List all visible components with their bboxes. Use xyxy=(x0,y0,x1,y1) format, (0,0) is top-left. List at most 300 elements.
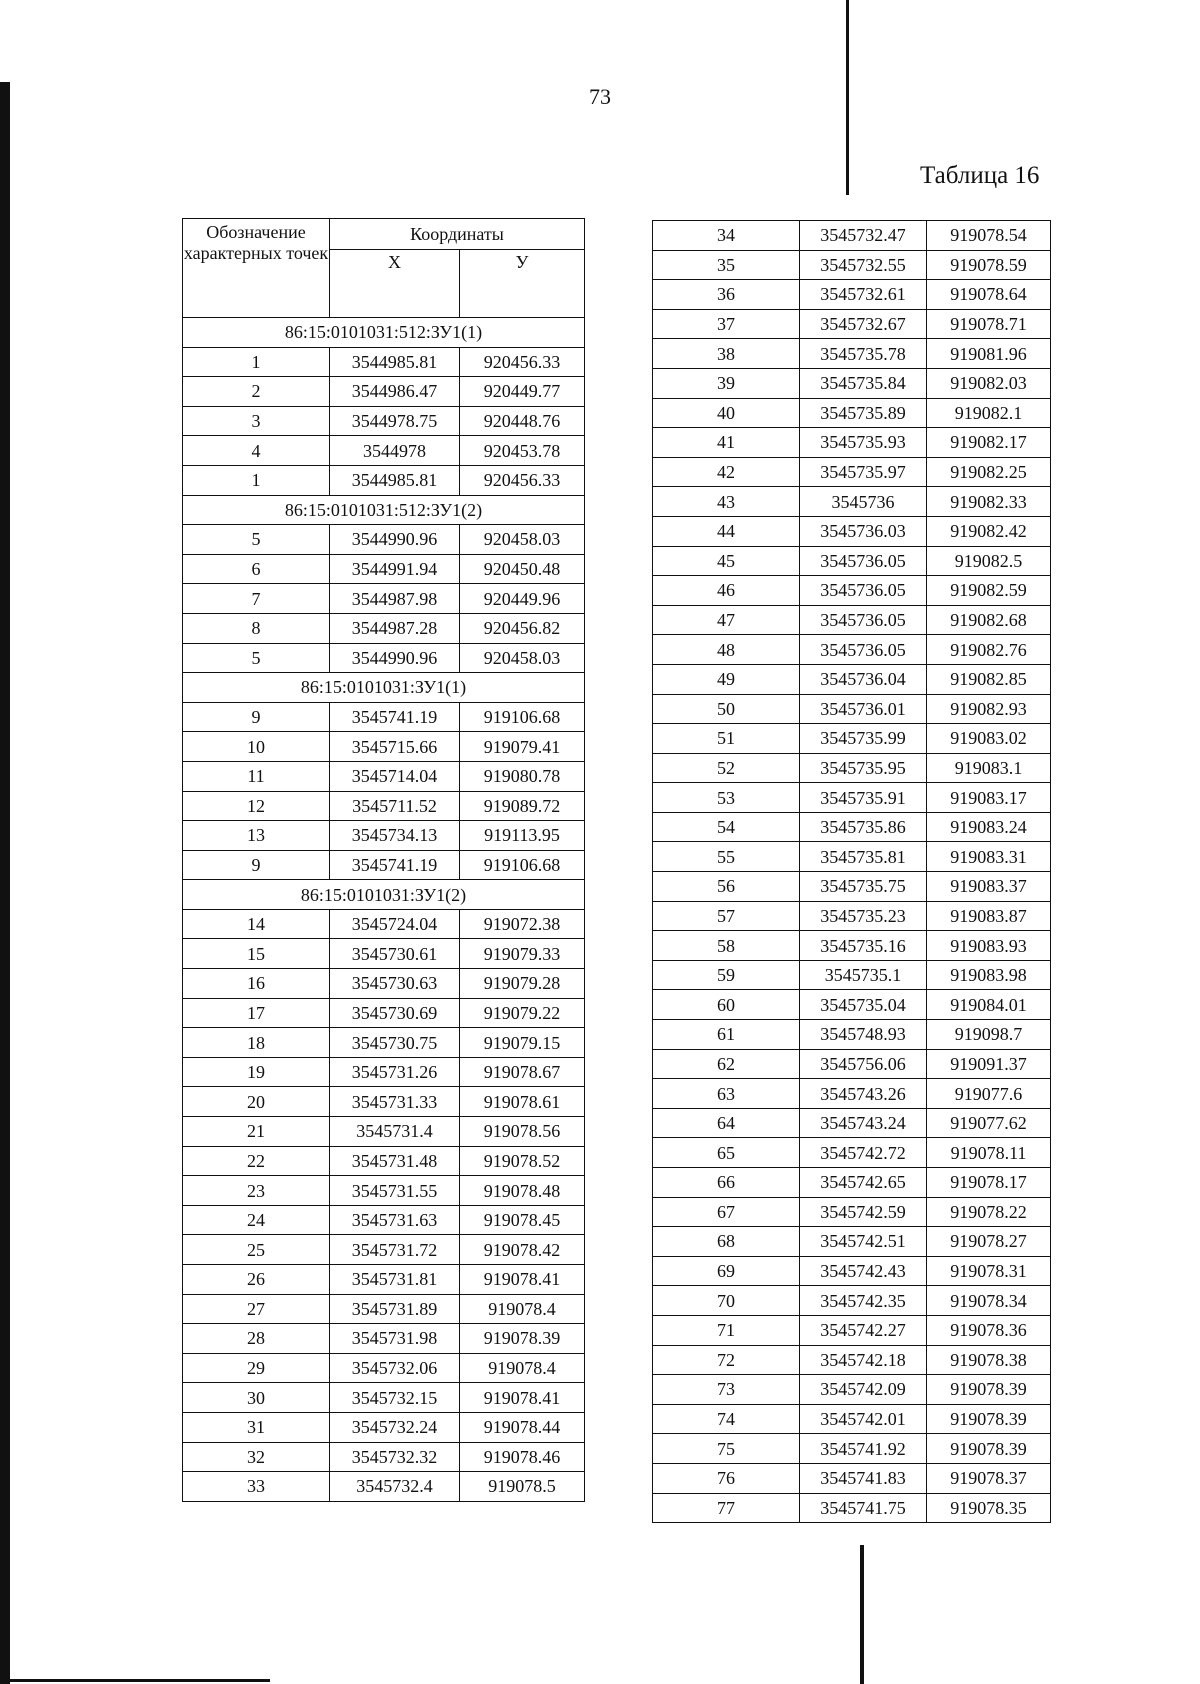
left-table-body xyxy=(183,318,585,1502)
coord-x: 3545741.19 xyxy=(330,702,460,732)
coord-x: 3545736 xyxy=(800,487,927,517)
coord-x: 3545735.89 xyxy=(800,398,927,428)
point-number: 1 xyxy=(183,347,330,377)
coord-x: 3545731.81 xyxy=(330,1265,460,1295)
coord-x: 3545735.93 xyxy=(800,428,927,458)
coord-x: 3544978.75 xyxy=(330,406,460,436)
table-row xyxy=(653,457,1051,487)
coord-x: 3545735.95 xyxy=(800,753,927,783)
point-number: 31 xyxy=(183,1412,330,1442)
coord-x: 3545735.91 xyxy=(800,783,927,813)
coord-y: 920448.76 xyxy=(460,406,585,436)
table-row xyxy=(183,465,585,495)
table-row xyxy=(653,1049,1051,1079)
coord-x: 3545742.72 xyxy=(800,1138,927,1168)
point-number: 22 xyxy=(183,1146,330,1176)
coord-y: 919083.17 xyxy=(927,783,1051,813)
table-row xyxy=(653,280,1051,310)
coord-x: 3544990.96 xyxy=(330,643,460,673)
point-number: 68 xyxy=(653,1227,800,1257)
point-number: 72 xyxy=(653,1345,800,1375)
coord-x: 3545736.03 xyxy=(800,516,927,546)
table-row xyxy=(653,931,1051,961)
coord-x: 3544990.96 xyxy=(330,525,460,555)
point-number: 71 xyxy=(653,1315,800,1345)
table-row xyxy=(183,1235,585,1265)
coord-y: 919082.93 xyxy=(927,694,1051,724)
coord-x: 3545736.05 xyxy=(800,546,927,576)
section-label: 86:15:0101031:ЗУ1(1) xyxy=(183,673,585,703)
coord-y: 919078.36 xyxy=(927,1315,1051,1345)
coord-x: 3545732.24 xyxy=(330,1412,460,1442)
point-number: 61 xyxy=(653,1020,800,1050)
section-row xyxy=(183,495,585,525)
coord-x: 3545724.04 xyxy=(330,909,460,939)
coord-x: 3545735.81 xyxy=(800,842,927,872)
coord-y: 919078.39 xyxy=(460,1324,585,1354)
coord-y: 919082.68 xyxy=(927,605,1051,635)
coord-x: 3545741.92 xyxy=(800,1434,927,1464)
coord-y: 919078.48 xyxy=(460,1176,585,1206)
table-row xyxy=(183,1205,585,1235)
point-number: 59 xyxy=(653,960,800,990)
point-number: 62 xyxy=(653,1049,800,1079)
header-x: X xyxy=(330,250,460,318)
table-row xyxy=(653,1138,1051,1168)
coord-y: 919078.27 xyxy=(927,1227,1051,1257)
coord-y: 919078.39 xyxy=(927,1434,1051,1464)
coord-y: 919078.59 xyxy=(927,250,1051,280)
point-number: 4 xyxy=(183,436,330,466)
point-number: 34 xyxy=(653,221,800,251)
table-row xyxy=(183,1324,585,1354)
section-row xyxy=(183,880,585,910)
coord-y: 919083.02 xyxy=(927,724,1051,754)
table-row xyxy=(183,584,585,614)
point-number: 13 xyxy=(183,821,330,851)
coord-y: 920456.33 xyxy=(460,347,585,377)
point-number: 58 xyxy=(653,931,800,961)
point-number: 21 xyxy=(183,1117,330,1147)
coord-y: 920456.82 xyxy=(460,613,585,643)
coord-y: 919078.39 xyxy=(927,1404,1051,1434)
coord-y: 919079.33 xyxy=(460,939,585,969)
table-row xyxy=(653,635,1051,665)
point-number: 63 xyxy=(653,1079,800,1109)
coord-x: 3545731.55 xyxy=(330,1176,460,1206)
coord-y: 919082.85 xyxy=(927,664,1051,694)
point-number: 37 xyxy=(653,309,800,339)
coord-x: 3545730.75 xyxy=(330,1028,460,1058)
coord-x: 3544986.47 xyxy=(330,377,460,407)
table-row xyxy=(653,872,1051,902)
coord-y: 919078.35 xyxy=(927,1493,1051,1523)
table-row xyxy=(183,613,585,643)
coord-x: 3545732.47 xyxy=(800,221,927,251)
table-row xyxy=(653,724,1051,754)
coord-y: 919082.03 xyxy=(927,368,1051,398)
table-row xyxy=(653,339,1051,369)
table-row xyxy=(183,377,585,407)
point-number: 27 xyxy=(183,1294,330,1324)
point-number: 51 xyxy=(653,724,800,754)
coord-x: 3544978 xyxy=(330,436,460,466)
table-row xyxy=(183,1472,585,1502)
table-row xyxy=(653,1108,1051,1138)
table-row xyxy=(653,1493,1051,1523)
scan-edge-left xyxy=(0,82,10,1684)
table-row xyxy=(653,1463,1051,1493)
coord-x: 3545736.01 xyxy=(800,694,927,724)
point-number: 39 xyxy=(653,368,800,398)
coord-y: 919078.38 xyxy=(927,1345,1051,1375)
table-row xyxy=(183,1057,585,1087)
coord-y: 919083.1 xyxy=(927,753,1051,783)
point-number: 12 xyxy=(183,791,330,821)
point-number: 47 xyxy=(653,605,800,635)
coord-x: 3545731.4 xyxy=(330,1117,460,1147)
point-number: 8 xyxy=(183,613,330,643)
coord-x: 3545735.99 xyxy=(800,724,927,754)
coord-x: 3545735.23 xyxy=(800,901,927,931)
coord-y: 919078.44 xyxy=(460,1412,585,1442)
point-number: 1 xyxy=(183,465,330,495)
table-row xyxy=(653,487,1051,517)
coord-x: 3545742.59 xyxy=(800,1197,927,1227)
table-row xyxy=(183,1383,585,1413)
coord-y: 919082.33 xyxy=(927,487,1051,517)
coord-x: 3545714.04 xyxy=(330,761,460,791)
section-label: 86:15:0101031:512:ЗУ1(1) xyxy=(183,318,585,348)
coord-y: 919083.93 xyxy=(927,931,1051,961)
table-row xyxy=(653,221,1051,251)
coord-y: 919081.96 xyxy=(927,339,1051,369)
coord-x: 3545732.4 xyxy=(330,1472,460,1502)
table-row xyxy=(183,850,585,880)
point-number: 43 xyxy=(653,487,800,517)
table-row xyxy=(653,990,1051,1020)
point-number: 25 xyxy=(183,1235,330,1265)
table-row xyxy=(653,1168,1051,1198)
coord-y: 919078.46 xyxy=(460,1442,585,1472)
coord-x: 3545731.98 xyxy=(330,1324,460,1354)
point-number: 30 xyxy=(183,1383,330,1413)
table-row xyxy=(183,1265,585,1295)
coord-y: 919078.54 xyxy=(927,221,1051,251)
table-row xyxy=(653,309,1051,339)
point-number: 67 xyxy=(653,1197,800,1227)
coord-y: 919078.37 xyxy=(927,1463,1051,1493)
coord-x: 3545730.69 xyxy=(330,998,460,1028)
point-number: 75 xyxy=(653,1434,800,1464)
coord-y: 919082.25 xyxy=(927,457,1051,487)
coord-y: 919079.28 xyxy=(460,969,585,999)
coord-x: 3545735.78 xyxy=(800,339,927,369)
point-number: 53 xyxy=(653,783,800,813)
coord-x: 3545741.75 xyxy=(800,1493,927,1523)
coordinates-table-right xyxy=(652,220,1051,1523)
point-number: 42 xyxy=(653,457,800,487)
coord-x: 3545732.67 xyxy=(800,309,927,339)
point-number: 24 xyxy=(183,1205,330,1235)
table-row xyxy=(653,576,1051,606)
table-row xyxy=(183,939,585,969)
coord-x: 3544987.28 xyxy=(330,613,460,643)
coord-x: 3544987.98 xyxy=(330,584,460,614)
coord-x: 3545742.01 xyxy=(800,1404,927,1434)
point-number: 19 xyxy=(183,1057,330,1087)
table-row xyxy=(653,1256,1051,1286)
section-label: 86:15:0101031:512:ЗУ1(2) xyxy=(183,495,585,525)
point-number: 40 xyxy=(653,398,800,428)
table-row xyxy=(653,1404,1051,1434)
coord-x: 3545731.72 xyxy=(330,1235,460,1265)
coord-x: 3545742.35 xyxy=(800,1286,927,1316)
point-number: 54 xyxy=(653,812,800,842)
point-number: 46 xyxy=(653,576,800,606)
point-number: 69 xyxy=(653,1256,800,1286)
point-number: 77 xyxy=(653,1493,800,1523)
coord-y: 919078.42 xyxy=(460,1235,585,1265)
table-row xyxy=(653,250,1051,280)
table-row xyxy=(183,643,585,673)
table-row xyxy=(653,1227,1051,1257)
point-number: 52 xyxy=(653,753,800,783)
coord-y: 919082.1 xyxy=(927,398,1051,428)
coord-x: 3545735.86 xyxy=(800,812,927,842)
coord-y: 919079.22 xyxy=(460,998,585,1028)
coord-y: 920449.96 xyxy=(460,584,585,614)
coord-x: 3545756.06 xyxy=(800,1049,927,1079)
point-number: 6 xyxy=(183,554,330,584)
table-row xyxy=(653,1345,1051,1375)
coord-x: 3545743.26 xyxy=(800,1079,927,1109)
table-row xyxy=(183,909,585,939)
point-number: 15 xyxy=(183,939,330,969)
scan-line-bottom-center xyxy=(860,1545,864,1684)
coord-y: 919089.72 xyxy=(460,791,585,821)
table-row xyxy=(183,791,585,821)
point-number: 74 xyxy=(653,1404,800,1434)
scan-line-bottom-left xyxy=(0,1679,270,1682)
table-row xyxy=(653,901,1051,931)
point-number: 66 xyxy=(653,1168,800,1198)
table-row xyxy=(183,1176,585,1206)
coord-y: 919077.6 xyxy=(927,1079,1051,1109)
table-row xyxy=(653,546,1051,576)
point-number: 5 xyxy=(183,525,330,555)
coord-y: 919078.17 xyxy=(927,1168,1051,1198)
coord-x: 3545732.06 xyxy=(330,1353,460,1383)
coord-y: 919083.24 xyxy=(927,812,1051,842)
point-number: 49 xyxy=(653,664,800,694)
table-row xyxy=(183,1117,585,1147)
table-row xyxy=(183,1294,585,1324)
table-row xyxy=(653,960,1051,990)
point-number: 17 xyxy=(183,998,330,1028)
coord-y: 919078.61 xyxy=(460,1087,585,1117)
coord-x: 3544991.94 xyxy=(330,554,460,584)
coord-x: 3545731.89 xyxy=(330,1294,460,1324)
point-number: 57 xyxy=(653,901,800,931)
table-row xyxy=(183,732,585,762)
table-row xyxy=(653,664,1051,694)
coord-y: 919082.42 xyxy=(927,516,1051,546)
point-number: 45 xyxy=(653,546,800,576)
coord-x: 3545732.15 xyxy=(330,1383,460,1413)
coord-x: 3545735.04 xyxy=(800,990,927,1020)
table-row xyxy=(183,1442,585,1472)
coord-y: 919078.41 xyxy=(460,1383,585,1413)
table-row xyxy=(183,969,585,999)
point-number: 76 xyxy=(653,1463,800,1493)
coord-y: 919091.37 xyxy=(927,1049,1051,1079)
table-row xyxy=(183,1146,585,1176)
coord-x: 3545735.1 xyxy=(800,960,927,990)
table-row xyxy=(653,694,1051,724)
point-number: 26 xyxy=(183,1265,330,1295)
coord-y: 919083.98 xyxy=(927,960,1051,990)
coord-y: 919098.7 xyxy=(927,1020,1051,1050)
point-number: 10 xyxy=(183,732,330,762)
coord-y: 920449.77 xyxy=(460,377,585,407)
coord-y: 919106.68 xyxy=(460,702,585,732)
point-number: 73 xyxy=(653,1375,800,1405)
coord-y: 920458.03 xyxy=(460,525,585,555)
table-row xyxy=(183,702,585,732)
table-row xyxy=(653,398,1051,428)
point-number: 35 xyxy=(653,250,800,280)
coord-y: 919078.34 xyxy=(927,1286,1051,1316)
point-number: 44 xyxy=(653,516,800,546)
point-number: 23 xyxy=(183,1176,330,1206)
point-number: 55 xyxy=(653,842,800,872)
point-number: 11 xyxy=(183,761,330,791)
coordinates-table-left xyxy=(182,218,585,1502)
point-number: 48 xyxy=(653,635,800,665)
coord-x: 3545735.84 xyxy=(800,368,927,398)
coord-y: 919080.78 xyxy=(460,761,585,791)
coord-y: 919078.4 xyxy=(460,1353,585,1383)
point-number: 18 xyxy=(183,1028,330,1058)
coord-x: 3545732.55 xyxy=(800,250,927,280)
header-coordinates: Координаты xyxy=(330,219,585,250)
table-row xyxy=(653,1286,1051,1316)
table-row xyxy=(183,761,585,791)
coord-x: 3545731.26 xyxy=(330,1057,460,1087)
table-row xyxy=(183,998,585,1028)
coord-x: 3545736.05 xyxy=(800,576,927,606)
point-number: 5 xyxy=(183,643,330,673)
coord-y: 919079.15 xyxy=(460,1028,585,1058)
coord-y: 919078.31 xyxy=(927,1256,1051,1286)
point-number: 50 xyxy=(653,694,800,724)
coord-y: 919083.87 xyxy=(927,901,1051,931)
table-row xyxy=(653,783,1051,813)
table-row xyxy=(653,1315,1051,1345)
header-y: У xyxy=(460,250,585,318)
section-row xyxy=(183,318,585,348)
table-caption: Таблица 16 xyxy=(920,162,1040,189)
table-row xyxy=(183,1087,585,1117)
coord-y: 919083.31 xyxy=(927,842,1051,872)
table-row xyxy=(183,1353,585,1383)
coord-y: 919078.71 xyxy=(927,309,1051,339)
table-row xyxy=(183,347,585,377)
coord-x: 3545742.65 xyxy=(800,1168,927,1198)
table-row xyxy=(653,1079,1051,1109)
table-row xyxy=(183,554,585,584)
table-row xyxy=(183,1412,585,1442)
point-number: 33 xyxy=(183,1472,330,1502)
point-number: 65 xyxy=(653,1138,800,1168)
coord-y: 919078.52 xyxy=(460,1146,585,1176)
coord-x: 3545742.27 xyxy=(800,1315,927,1345)
coord-x: 3544985.81 xyxy=(330,465,460,495)
coord-x: 3545735.97 xyxy=(800,457,927,487)
table-row xyxy=(653,1434,1051,1464)
table-row xyxy=(653,605,1051,635)
table-row xyxy=(653,842,1051,872)
coord-x: 3545741.19 xyxy=(330,850,460,880)
section-label: 86:15:0101031:ЗУ1(2) xyxy=(183,880,585,910)
coord-x: 3545731.48 xyxy=(330,1146,460,1176)
point-number: 28 xyxy=(183,1324,330,1354)
coord-x: 3545741.83 xyxy=(800,1463,927,1493)
coord-x: 3545711.52 xyxy=(330,791,460,821)
table-row xyxy=(653,753,1051,783)
coord-x: 3545735.75 xyxy=(800,872,927,902)
coord-x: 3545742.18 xyxy=(800,1345,927,1375)
coord-y: 919082.5 xyxy=(927,546,1051,576)
coord-y: 920456.33 xyxy=(460,465,585,495)
point-number: 3 xyxy=(183,406,330,436)
coord-y: 919078.4 xyxy=(460,1294,585,1324)
point-number: 32 xyxy=(183,1442,330,1472)
coord-y: 919084.01 xyxy=(927,990,1051,1020)
table-row xyxy=(653,368,1051,398)
coord-y: 919078.22 xyxy=(927,1197,1051,1227)
table-row xyxy=(183,821,585,851)
coord-y: 919078.56 xyxy=(460,1117,585,1147)
coord-x: 3545736.04 xyxy=(800,664,927,694)
coord-y: 919077.62 xyxy=(927,1108,1051,1138)
coord-y: 919078.67 xyxy=(460,1057,585,1087)
coord-y: 919078.64 xyxy=(927,280,1051,310)
coord-y: 920450.48 xyxy=(460,554,585,584)
table-row xyxy=(653,1197,1051,1227)
table-row xyxy=(653,1020,1051,1050)
table-row xyxy=(183,525,585,555)
table-row xyxy=(183,406,585,436)
table-row xyxy=(653,812,1051,842)
coord-y: 919079.41 xyxy=(460,732,585,762)
coord-x: 3545742.09 xyxy=(800,1375,927,1405)
coord-x: 3545742.43 xyxy=(800,1256,927,1286)
coord-y: 919082.76 xyxy=(927,635,1051,665)
coord-x: 3545731.33 xyxy=(330,1087,460,1117)
coord-x: 3545743.24 xyxy=(800,1108,927,1138)
coord-x: 3545735.16 xyxy=(800,931,927,961)
point-number: 56 xyxy=(653,872,800,902)
coord-y: 919078.5 xyxy=(460,1472,585,1502)
coord-y: 919082.17 xyxy=(927,428,1051,458)
table-row xyxy=(183,436,585,466)
table-row xyxy=(183,1028,585,1058)
coord-y: 919072.38 xyxy=(460,909,585,939)
point-number: 64 xyxy=(653,1108,800,1138)
point-number: 14 xyxy=(183,909,330,939)
